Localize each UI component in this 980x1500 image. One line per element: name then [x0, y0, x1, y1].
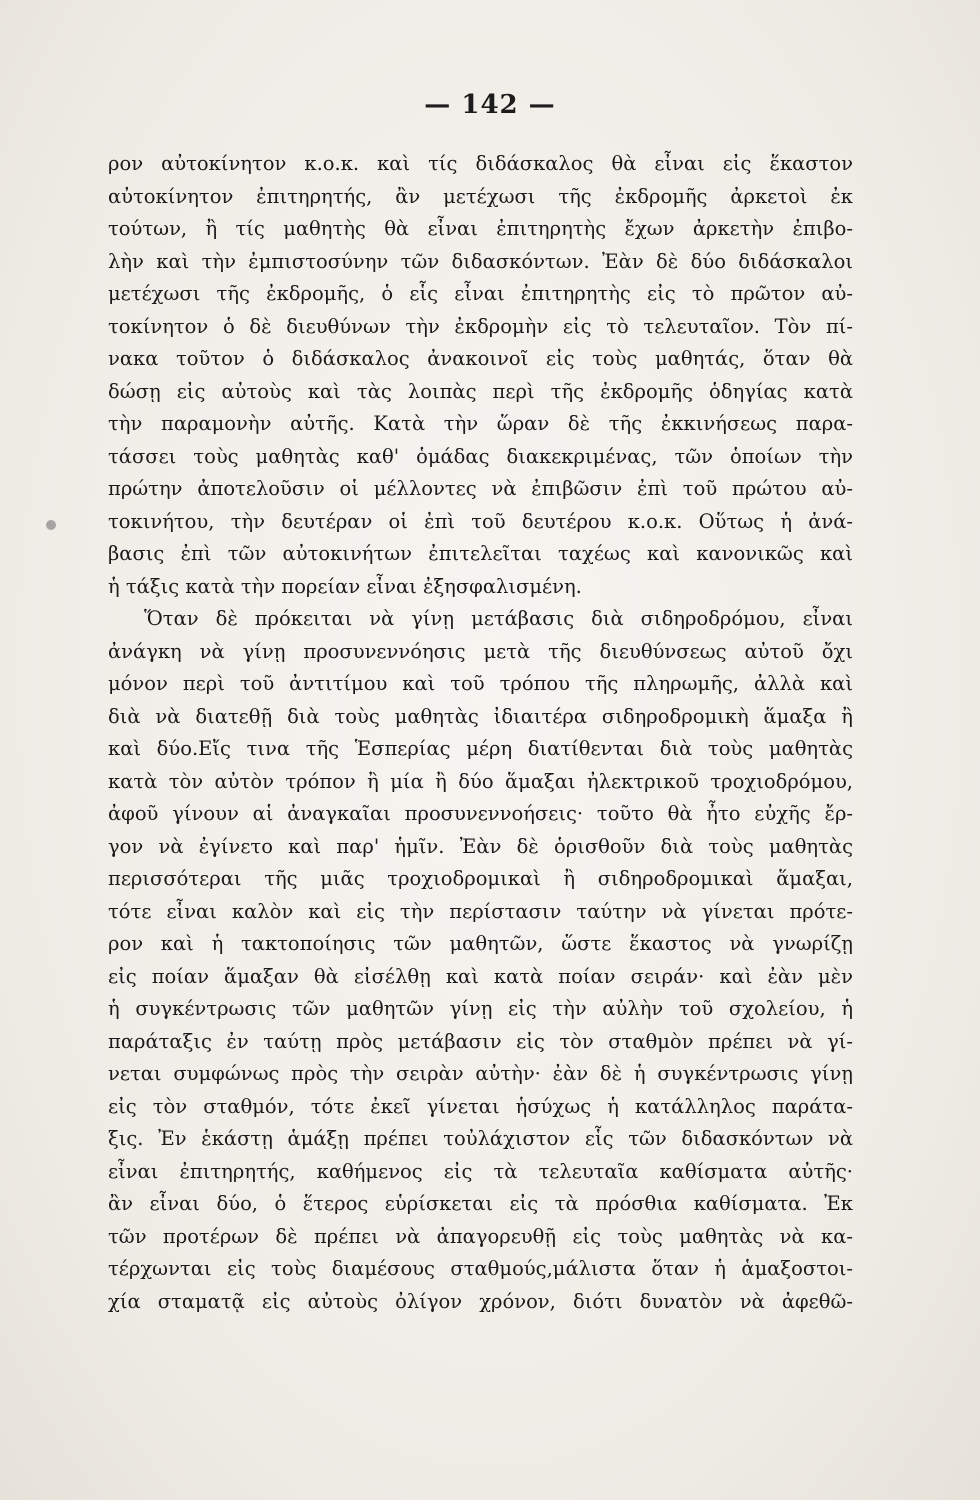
text-line: διὰ νὰ διατεθῇ διὰ τοὺς μαθητὰς ἰδιαιτέρα σιδηροδρομικὴ ἅμαξα ἢ	[108, 704, 853, 728]
text-line: μετέχωσι τῆς ἐκδρομῆς, ὁ εἷς εἶναι ἐπιτηρητὴς εἰς τὸ πρῶτον αὐ-	[108, 282, 853, 305]
text-line: εἶναι ἐπιτηρητής, καθήμενος εἰς τὰ τελευταῖα καθίσματα αὐτῆς·	[108, 1159, 853, 1183]
text-line: ρον καὶ ἡ τακτοποίησις τῶν μαθητῶν, ὥστε ἕκαστος νὰ γνωρίζῃ	[108, 932, 853, 955]
text-line: νακα τοῦτον ὁ διδάσκαλος ἀνακοινοῖ εἰς τοὺς μαθητάς, ὅταν θὰ	[108, 347, 853, 370]
text-line: λὴν καὶ τὴν ἐμπιστοσύνην τῶν διδασκόντων. Ἐὰν δὲ δύο διδάσκαλοι	[108, 249, 853, 273]
text-line: πρώτην ἀποτελοῦσιν οἱ μέλλοντες νὰ ἐπιβῶσιν ἐπὶ τοῦ πρώτου αὐ-	[108, 477, 853, 500]
text-line: τοκίνητον ὁ δὲ διευθύνων τὴν ἐκδρομὴν εἰς τὸ τελευταῖον. Τὸν πί-	[108, 314, 853, 338]
text-line: τῶν προτέρων δὲ πρέπει νὰ ἀπαγορευθῇ εἰς τοὺς μαθητὰς νὰ κα-	[108, 1224, 853, 1248]
text-line: εἰς τὸν σταθμόν, τότε ἐκεῖ γίνεται ἡσύχως ἡ κατάλληλος παράτα-	[108, 1094, 853, 1118]
ink-blot	[46, 520, 56, 530]
text-line: χία σταματᾷ εἰς αὐτοὺς ὀλίγον χρόνον, διότι δυνατὸν νὰ ἀφεθῶ-	[108, 1289, 853, 1313]
text-line: κατὰ τὸν αὐτὸν τρόπον ἢ μία ἢ δύο ἅμαξαι ἠλεκτρικοῦ τροχιοδρόμου,	[108, 769, 853, 793]
body-text	[108, 148, 853, 1318]
text-line: καὶ δύο.Εἴς τινα τῆς Ἑσπερίας μέρη διατίθενται διὰ τοὺς μαθητὰς	[108, 737, 853, 760]
text-line: τότε εἶναι καλὸν καὶ εἰς τὴν περίστασιν ταύτην νὰ γίνεται πρότε-	[108, 899, 853, 923]
text-line: ξις. Ἐν ἑκάστῃ ἁμάξῃ πρέπει τοὐλάχιστον εἷς τῶν διδασκόντων νὰ	[108, 1127, 853, 1150]
text-line: παράταξις ἐν ταύτῃ πρὸς μετάβασιν εἰς τὸν σταθμὸν πρέπει νὰ γί-	[108, 1029, 853, 1053]
text-line: τέρχωνται εἰς τοὺς διαμέσους σταθμούς,μάλιστα ὅταν ἡ ἁμαξοστοι-	[108, 1257, 853, 1280]
text-line: τάσσει τοὺς μαθητὰς καθ' ὁμάδας διακεκριμένας, τῶν ὁποίων τὴν	[108, 444, 853, 468]
text-line: γον νὰ ἐγίνετο καὶ παρ' ἡμῖν. Ἐὰν δὲ ὁρισθοῦν διὰ τοὺς μαθητὰς	[108, 834, 853, 858]
text-line: εἰς ποίαν ἅμαξαν θὰ εἰσέλθῃ καὶ κατὰ ποίαν σειράν· καὶ ἐὰν μὲν	[108, 964, 853, 988]
text-line: νεται συμφώνως πρὸς τὴν σειρὰν αὐτὴν· ἐὰν δὲ ἡ συγκέντρωσις γίνῃ	[108, 1062, 853, 1085]
text-line-paragraph-start: Ὅταν δὲ πρόκειται νὰ γίνῃ μετάβασις διὰ σιδηροδρόμου, εἶναι	[144, 607, 853, 630]
text-line: ἂν εἶναι δύο, ὁ ἕτερος εὑρίσκεται εἰς τὰ πρόσθια καθίσματα. Ἐκ	[108, 1192, 853, 1215]
text-line: ρον αὐτοκίνητον κ.ο.κ. καὶ τίς διδάσκαλος θὰ εἶναι εἰς ἕκαστον	[108, 152, 853, 175]
text-line: ἀνάγκη νὰ γίνῃ προσυνεννόησις μετὰ τῆς διευθύνσεως αὐτοῦ ὄχι	[108, 639, 853, 663]
text-line: βασις ἐπὶ τῶν αὐτοκινήτων ἐπιτελεῖται ταχέως καὶ κανονικῶς καὶ	[108, 542, 853, 565]
text-line-paragraph-end: ἡ τάξις κατὰ τὴν πορείαν εἶναι ἐξησφαλισμένη.	[108, 574, 582, 598]
text-line: τούτων, ἢ τίς μαθητὴς θὰ εἶναι ἐπιτηρητὴς ἔχων ἀρκετὴν ἐπιβο-	[108, 217, 853, 240]
text-line: ἀφοῦ γίνουν αἱ ἀναγκαῖαι προσυνεννοήσεις· τοῦτο θὰ ἦτο εὐχῆς ἔρ-	[108, 802, 853, 825]
page-number: — 142 —	[424, 90, 556, 120]
text-line: αὐτοκίνητον ἐπιτηρητής, ἂν μετέχωσι τῆς ἐκδρομῆς ἀρκετοὶ ἐκ	[108, 184, 853, 208]
text-line: μόνον περὶ τοῦ ἀντιτίμου καὶ τοῦ τρόπου τῆς πληρωμῆς, ἀλλὰ καὶ	[108, 672, 853, 695]
text-line: τοκινήτου, τὴν δευτέραν οἱ ἐπὶ τοῦ δευτέρου κ.ο.κ. Οὕτως ἡ ἀνά-	[108, 509, 853, 533]
text-line: τὴν παραμονὴν αὐτῆς. Κατὰ τὴν ὥραν δὲ τῆς ἐκκινήσεως παρα-	[108, 412, 853, 435]
text-line: περισσότεραι τῆς μιᾶς τροχιοδρομικαὶ ἢ σιδηροδρομικαὶ ἅμαξαι,	[108, 867, 853, 890]
text-line: ἡ συγκέντρωσις τῶν μαθητῶν γίνῃ εἰς τὴν αὐλὴν τοῦ σχολείου, ἡ	[108, 997, 853, 1020]
text-line: δώσῃ εἰς αὐτοὺς καὶ τὰς λοιπὰς περὶ τῆς ἐκδρομῆς ὁδηγίας κατὰ	[108, 379, 853, 403]
